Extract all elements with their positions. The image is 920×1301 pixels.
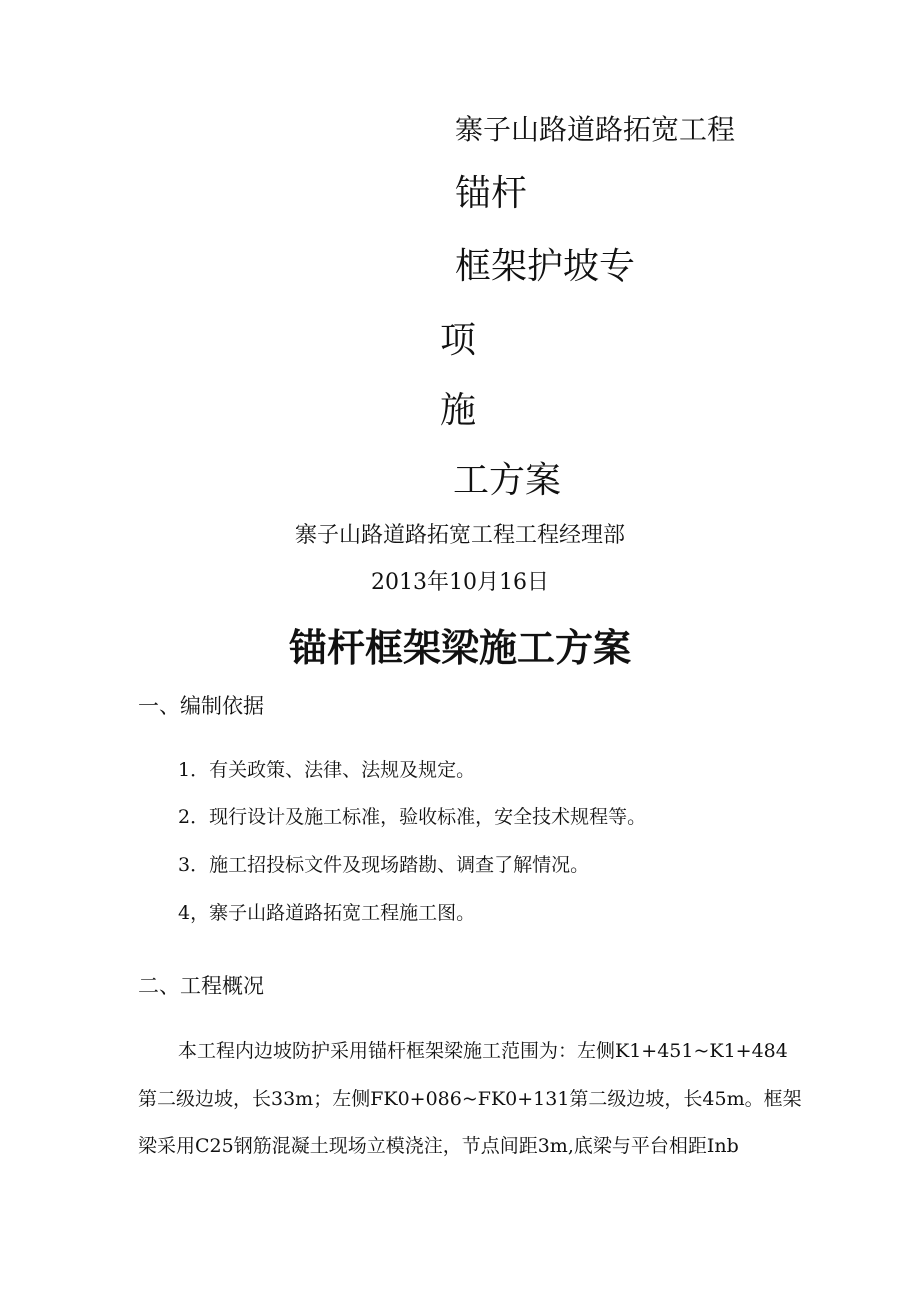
cover-organization: 寨子山路道路拓宽工程工程经理部	[294, 523, 625, 548]
cover-date: 2013年10月16日	[371, 570, 549, 595]
cover-title-line: 工方案	[453, 460, 562, 501]
section-heading: 二、工程概况	[138, 974, 264, 998]
overview-paragraph-line: 本工程内边坡防护采用锚杆框架梁施工范围为：左侧K1+451~K1+484	[178, 1040, 788, 1062]
basis-list-item: 3．施工招投标文件及现场踏勘、调查了解情况。	[178, 854, 590, 876]
overview-paragraph-line: 梁采用C25钢筋混凝土现场立模浇注，节点间距3m,底梁与平台相距Inb	[138, 1135, 739, 1157]
cover-title-line: 锚杆	[455, 173, 528, 214]
cover-title-line: 施	[440, 390, 477, 431]
cover-title-line: 项	[440, 320, 477, 361]
cover-project-title: 寨子山路道路拓宽工程	[455, 113, 736, 146]
cover-title-line: 框架护坡专	[455, 246, 636, 287]
basis-list-item: 2．现行设计及施工标准，验收标准，安全技术规程等。	[178, 806, 647, 828]
basis-list-item: 1．有关政策、法律、法规及规定。	[178, 759, 476, 781]
basis-list-item: 4，寨子山路道路拓宽工程施工图。	[178, 902, 476, 924]
overview-paragraph-line: 第二级边坡，长33m；左侧FK0+086~FK0+131第二级边坡，长45m。框架	[138, 1088, 802, 1110]
section-heading: 一、编制依据	[138, 694, 264, 718]
document-main-title: 锚杆框架梁施工方案	[288, 626, 631, 670]
